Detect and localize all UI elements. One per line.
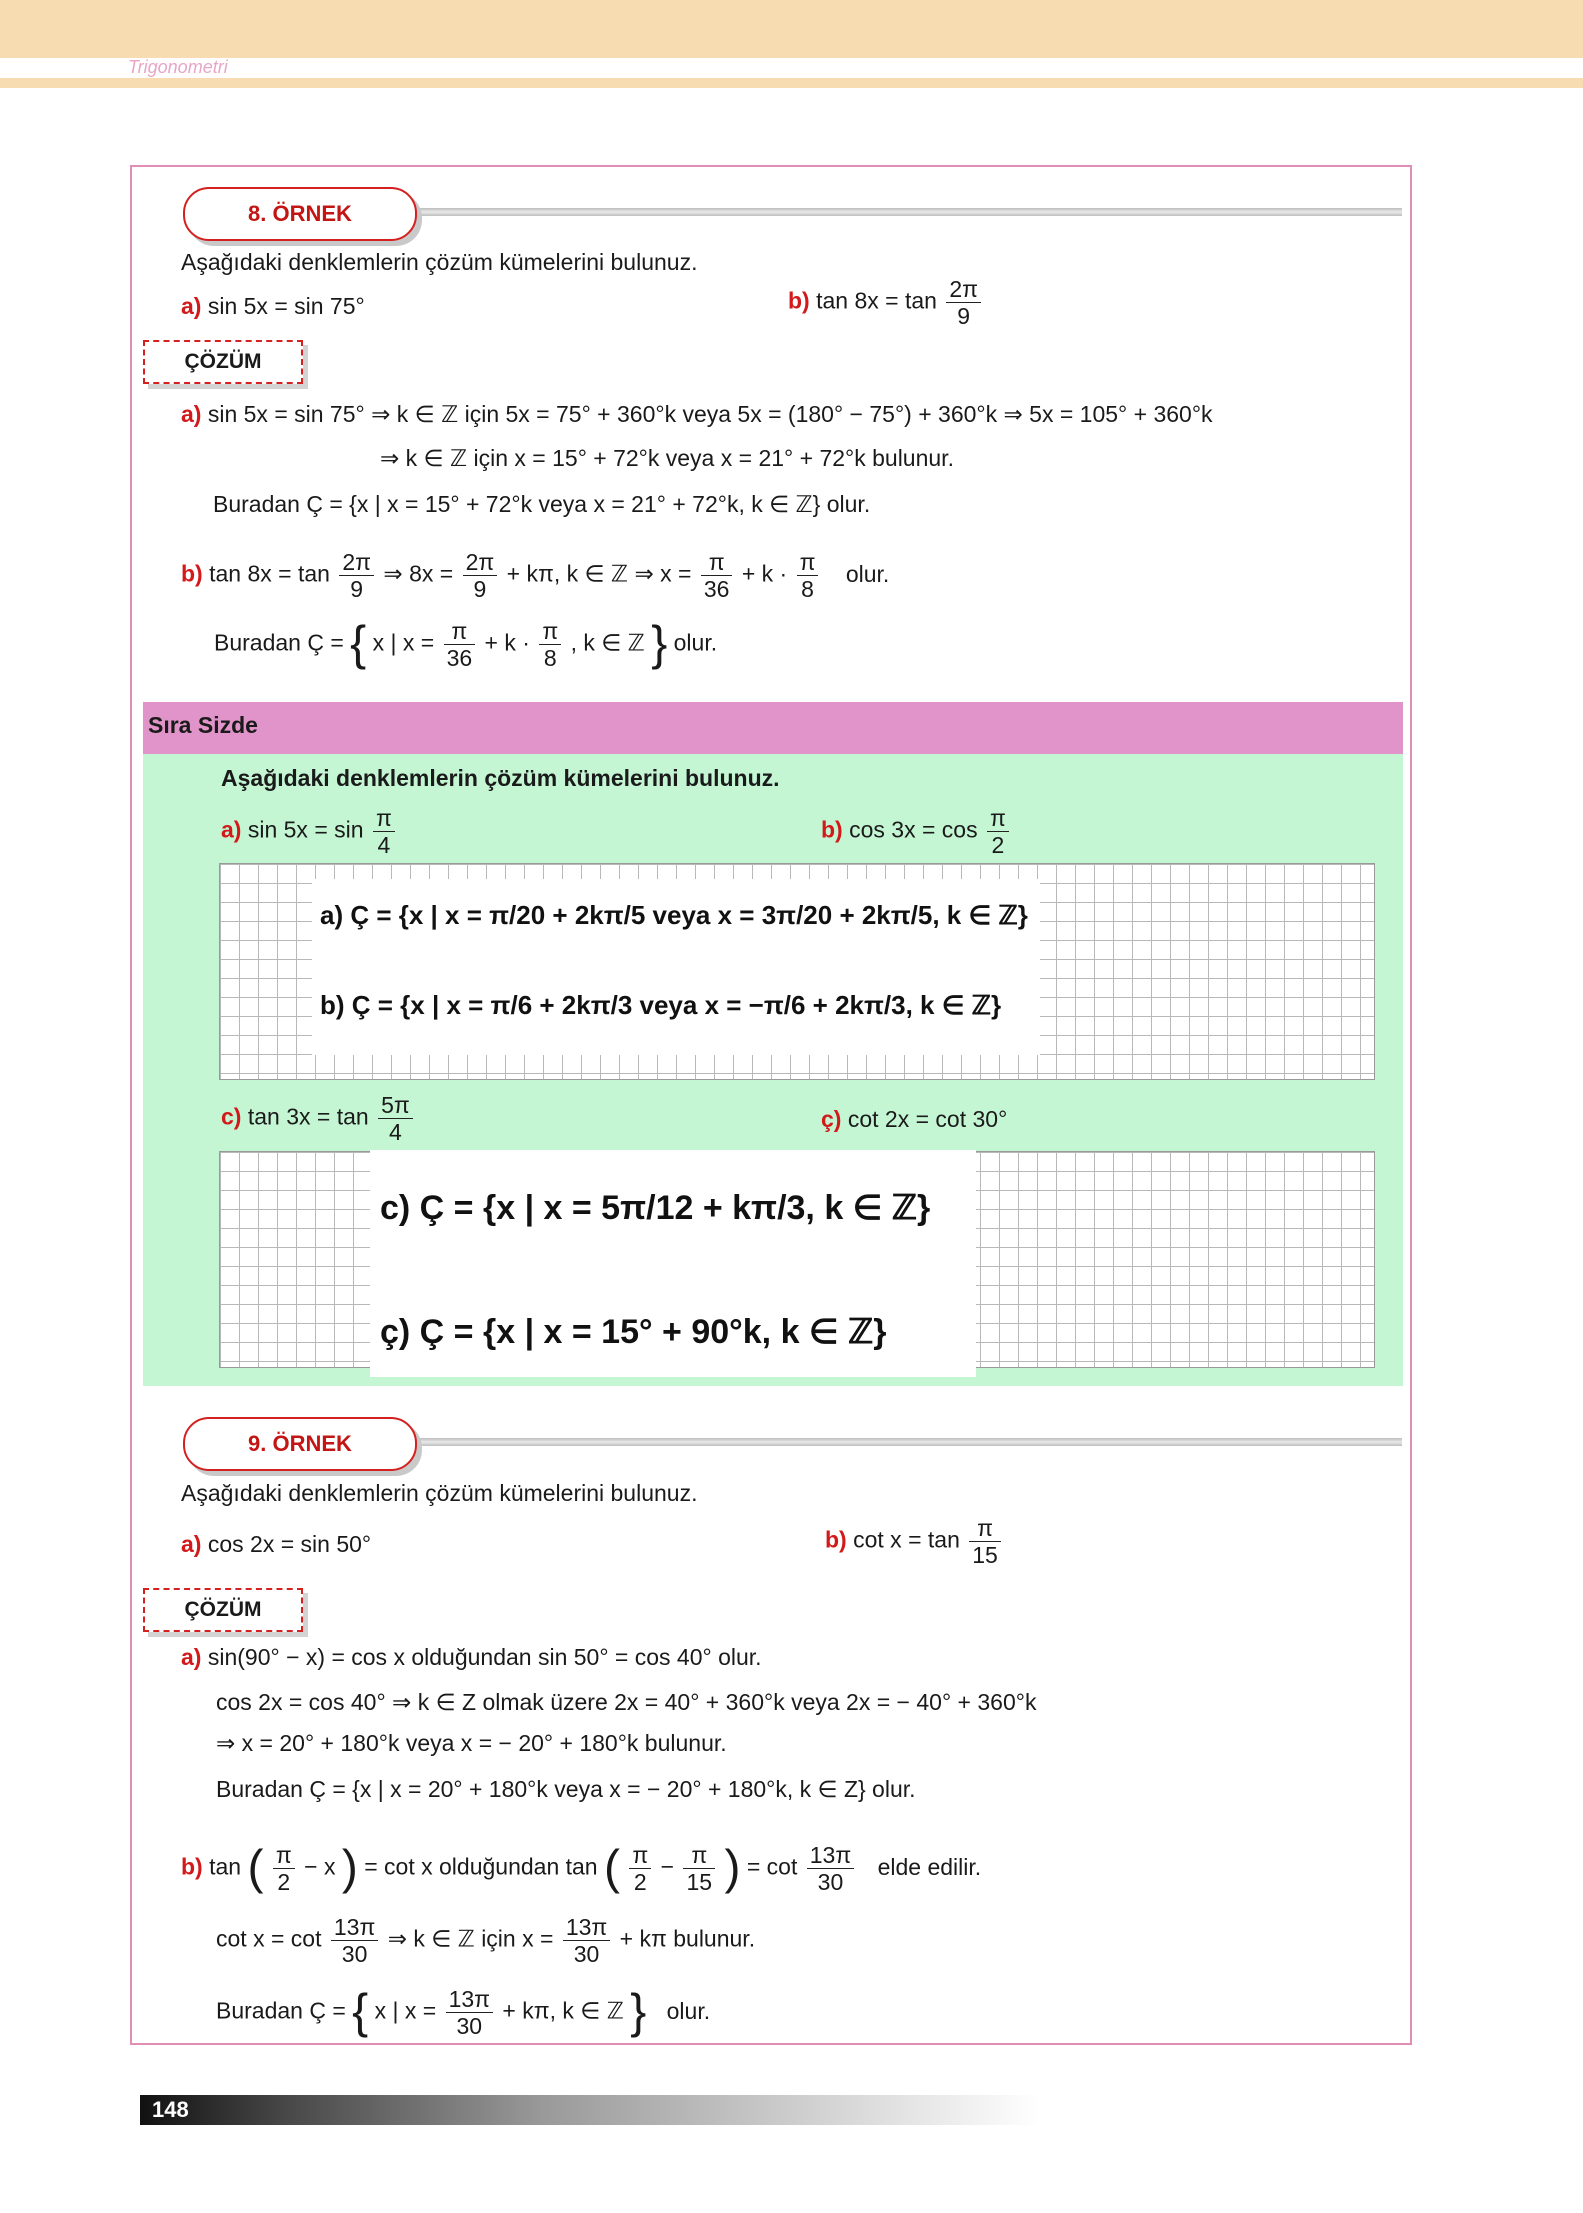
practice-header <box>143 702 1403 754</box>
solution-a-line-2: ⇒ k ∈ ℤ için x = 15° + 72°k veya x = 21° + 72°k bulunur. <box>380 445 954 471</box>
example-8-prompt: Aşağıdaki denklemlerin çözüm kümelerini bulunuz. <box>181 249 698 275</box>
ex9-solution-a-line-4: Buradan Ç = {x | x = 20° + 180°k veya x = − 20° + 180°k, k ∈ Z} olur. <box>216 1776 916 1802</box>
solution-badge: ÇÖZÜM <box>143 340 303 384</box>
footer-bar <box>140 2095 1040 2125</box>
answer-a: a) Ç = {x | x = π/20 + 2kπ/5 veya x = 3π/20 + 2kπ/5, k ∈ ℤ} <box>320 900 1028 930</box>
answer-d: ç) Ç = {x | x = 15° + 90°k, k ∈ ℤ} <box>380 1313 887 1351</box>
example-8-badge: 8. ÖRNEK <box>183 187 417 241</box>
item-b-tag: b) <box>788 287 810 314</box>
ex9-solution-a-line-1: a) sin(90° − x) = cos x olduğundan sin 50° = cos 40° olur. <box>181 1644 762 1670</box>
page-number: 148 <box>152 2097 189 2122</box>
practice-item-d: ç) cot 2x = cot 30° <box>821 1106 1008 1132</box>
answer-b: b) Ç = {x | x = π/6 + 2kπ/3 veya x = −π/6 + 2kπ/3, k ∈ ℤ} <box>320 990 1002 1020</box>
solution-b-line-1: b) tan 8x = tan $\frac{2\pi}{9}$ ⇒ 8x = $\frac{2\pi}{9}$ + kπ, k ∈ ℤ ⇒ x = $\frac{\pi}{36}$ + k · $\frac{\pi}{8}$ olur. <box>181 549 890 602</box>
practice-title: Sıra Sizde <box>148 712 258 738</box>
item-b-equation: tan 8x = tan <box>816 287 937 314</box>
practice-item-a: a) sin 5x = sin $\frac{\pi}{4}$ <box>221 805 398 858</box>
ex9-solution-a-line-3: ⇒ x = 20° + 180°k veya x = − 20° + 180°k bulunur. <box>216 1730 727 1756</box>
ex9-solution-a-line-2: cos 2x = cos 40° ⇒ k ∈ Z olmak üzere 2x = 40° + 360°k veya 2x = − 40° + 360°k <box>216 1689 1037 1715</box>
example-9-item-a: a) cos 2x = sin 50° <box>181 1531 372 1557</box>
practice-prompt: Aşağıdaki denklemlerin çözüm kümelerini bulunuz. <box>221 765 780 791</box>
example-9-item-b: b) cot x = tan $\frac{\pi}{15}$ <box>825 1515 1004 1568</box>
answer-c: c) Ç = {x | x = 5π/12 + kπ/3, k ∈ ℤ} <box>380 1189 931 1227</box>
ex9-solution-b-line-2: cot x = cot $\frac{13\pi}{30}$ ⇒ k ∈ ℤ için x = $\frac{13\pi}{30}$ + kπ bulunur. <box>216 1914 756 1967</box>
chapter-title: Trigonometri <box>128 57 228 77</box>
practice-item-b: b) cos 3x = cos $\frac{\pi}{2}$ <box>821 805 1012 858</box>
fraction: $\frac{2\pi}{9}$ <box>946 276 981 329</box>
ex9-solution-b-line-3: Buradan Ç = { x | x = $\frac{13\pi}{30}$ + kπ, k ∈ ℤ } olur. <box>216 1985 711 2039</box>
header-stripe <box>0 78 1583 88</box>
practice-item-c: c) tan 3x = tan $\frac{5\pi}{4}$ <box>221 1092 416 1145</box>
solution-a-line-3: Buradan Ç = {x | x = 15° + 72°k veya x = 21° + 72°k, k ∈ ℤ} olur. <box>213 491 871 517</box>
example-9-badge: 9. ÖRNEK <box>183 1417 417 1471</box>
example-9-prompt: Aşağıdaki denklemlerin çözüm kümelerini bulunuz. <box>181 1480 698 1506</box>
example-8-item-a <box>181 291 365 321</box>
item-a-tag: a) <box>181 293 202 319</box>
header-band <box>0 0 1583 58</box>
ex9-solution-b-line-1: b) tan ( $\frac{\pi}{2}$ − x ) = cot x olduğundan tan ( $\frac{\pi}{2}$ − $\frac{\pi}{15}$ ) = cot $\frac{13\pi}{30}$ elde edilir. <box>181 1841 982 1895</box>
solution-b-line-2: Buradan Ç = { x | x = $\frac{\pi}{36}$ + k · $\frac{\pi}{8}$ , k ∈ ℤ } olur. <box>214 617 718 671</box>
solution-badge: ÇÖZÜM <box>143 1588 303 1632</box>
example-8-item-b <box>788 276 984 329</box>
solution-a-line-1: a) sin 5x = sin 75° ⇒ k ∈ ℤ için 5x = 75° + 360°k veya 5x = (180° − 75°) + 360°k ⇒ 5x = 105° + 360°k <box>181 401 1213 427</box>
item-a-equation: sin 5x = sin 75° <box>207 293 365 319</box>
